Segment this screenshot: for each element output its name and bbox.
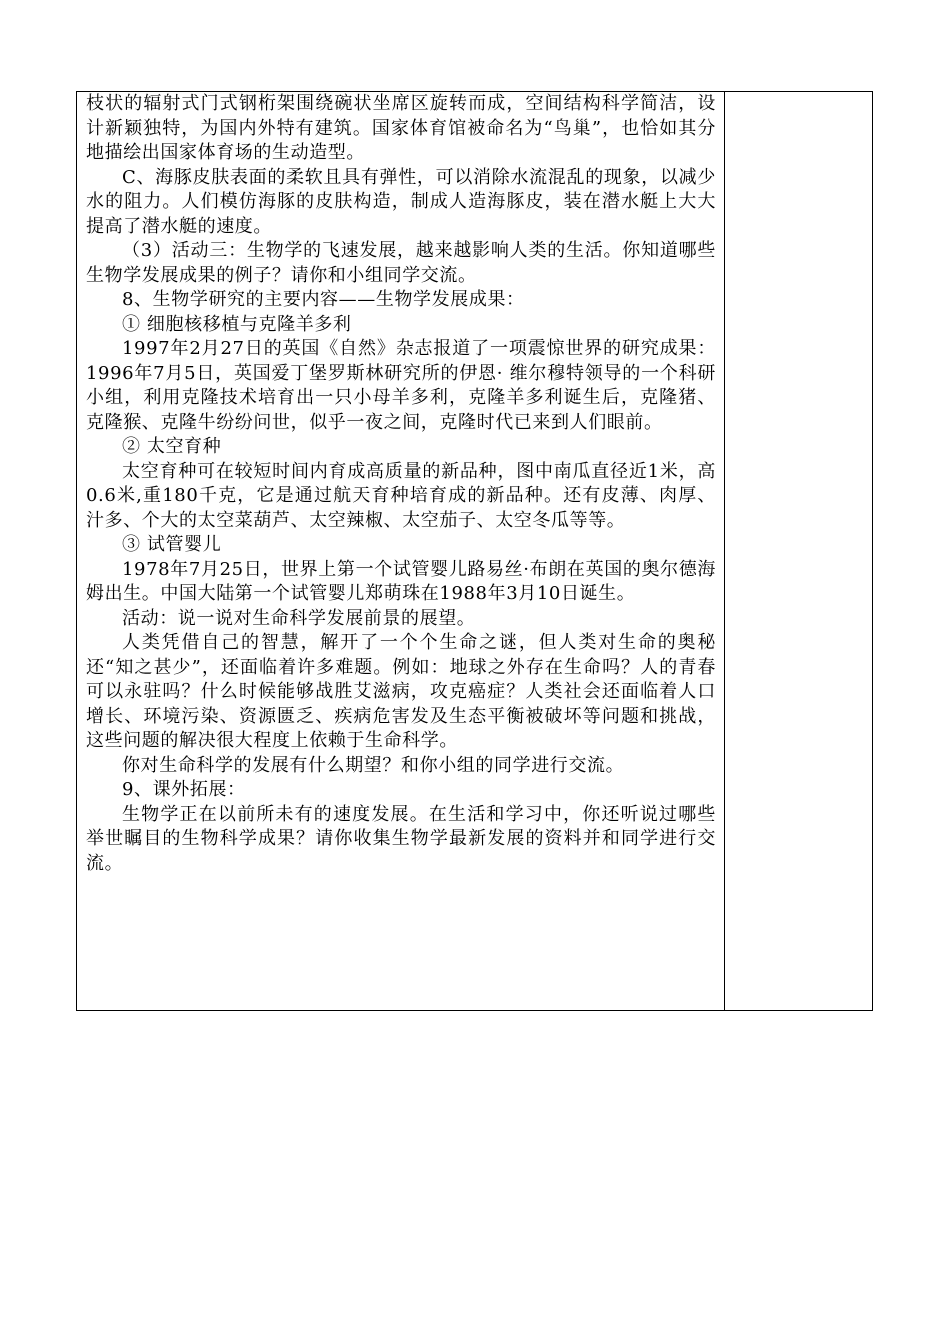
paragraph: 你对生命科学的发展有什么期望？和你小组的同学进行交流。 [122,754,625,776]
paragraph: 太空育种可在较短时间内育成高质量的新品种，图中南瓜直径近1米，高0.6米,重180千克，它是通过航天育种培育成的新品种。还有皮薄、肉厚、汁多、个大的太空菜葫芦、太空辣椒、太空茄子、太空冬瓜等等。 [86,460,716,531]
paragraph: 1997年2月27日的英国《自然》杂志报道了一项震惊世界的研究成果：1996年7月5日，英国爱丁堡罗斯林研究所的伊恩· 维尔穆特领导的一个科研小组，利用克隆技术培育出一只小母羊多利，克隆羊多利诞生后，克隆猪、克隆猴、克隆牛纷纷问世，似乎一夜之间，克隆时代已来到人们眼前。 [86,338,716,433]
paragraph: 1978年7月25日，世界上第一个试管婴儿路易丝·布朗在英国的奥尔德海姆出生。中国大陆第一个试管婴儿郑萌珠在1988年3月10日诞生。 [86,558,716,604]
paragraph: C、海豚皮肤表面的柔软且具有弹性，可以消除水流混乱的现象，以减少水的阻力。人们模仿海豚的皮肤构造，制成人造海豚皮，装在潜水艇上大大提高了潜水艇的速度。 [86,166,716,237]
paragraph: ② 太空育种 [122,436,222,457]
paragraph: 活动：说一说对生命科学发展前景的展望。 [122,607,476,629]
paragraph: 生物学正在以前所未有的速度发展。在生活和学习中，你还听说过哪些举世瞩目的生物科学成果？请你收集生物学最新发展的资料并和同学进行交流。 [86,803,716,874]
paragraph: ③ 试管婴儿 [122,534,222,555]
main-content-cell [77,92,725,1011]
paragraph: （3）活动三：生物学的飞速发展，越来越影响人类的生活。你知道哪些生物学发展成果的例子？请你和小组同学交流。 [86,240,716,286]
paragraph: 人类凭借自己的智慧，解开了一个个生命之谜，但人类对生命的奥秘还“知之甚少”，还面临着许多难题。例如：地球之外存在生命吗？人的青春可以永驻吗？什么时候能够战胜艾滋病，攻克癌症？人类社会还面临着人口增长、环境污染、资源匮乏、疾病危害发及生态平衡被破坏等问题和挑战，这些问题的解决很大程度上依赖于生命科学。 [86,632,716,751]
paragraph: 9、课外拓展： [122,779,246,800]
paragraph: 枝状的辐射式门式钢桁架围绕碗状坐席区旋转而成，空间结构科学简洁，设计新颖独特，为国内外特有建筑。国家体育馆被命名为“鸟巢”，也恰如其分地描绘出国家体育场的生动造型。 [86,93,716,163]
table-row [77,92,873,1011]
paragraph: ① 细胞核移植与克隆羊多利 [122,313,352,335]
paragraph: 8、生物学研究的主要内容——生物学发展成果： [122,289,525,310]
lesson-table [76,91,873,1011]
lesson-text [77,92,724,876]
notes-cell [725,92,873,1011]
